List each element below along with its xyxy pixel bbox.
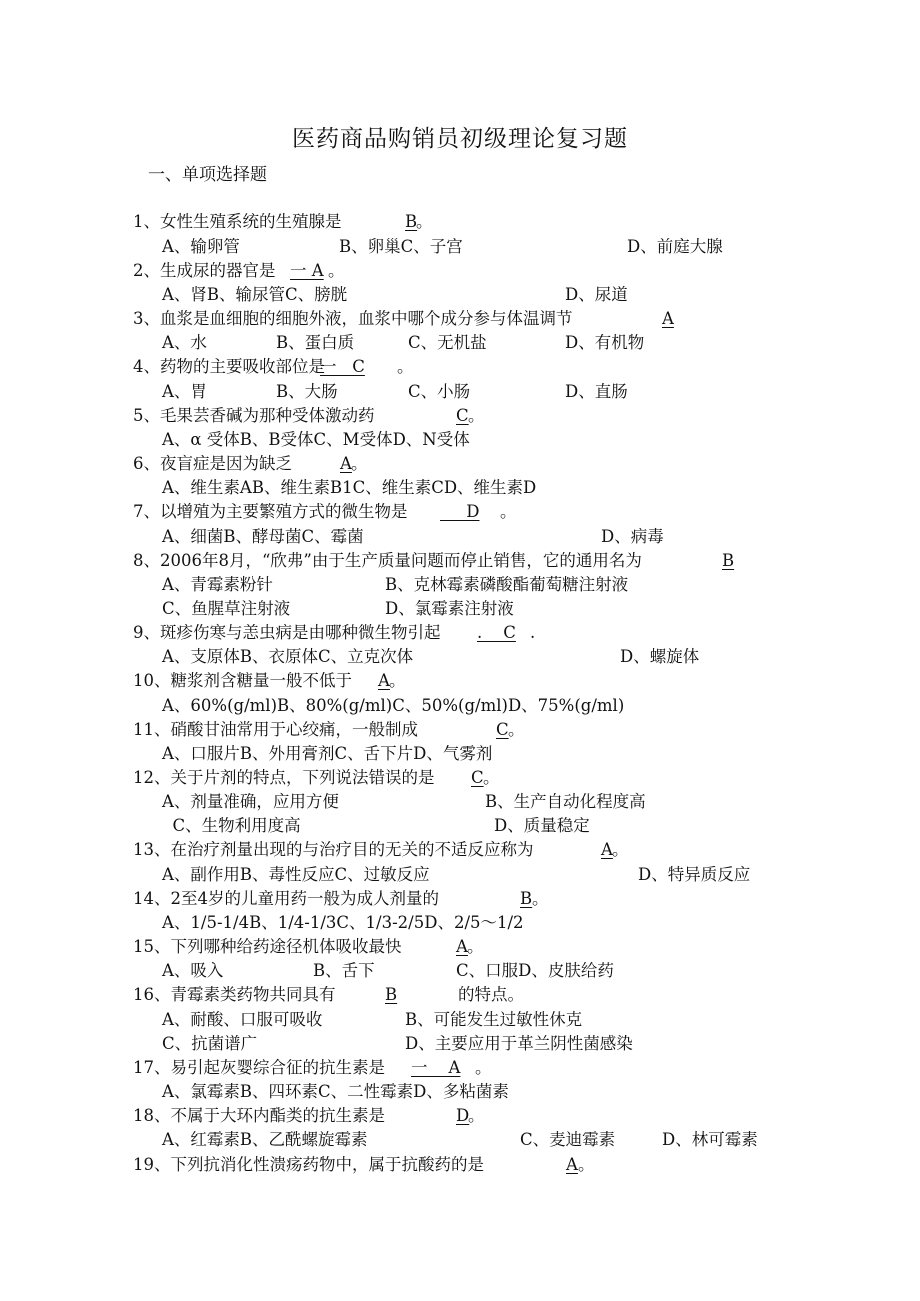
- answer-blank: C: [496, 720, 509, 739]
- line-text: 。: [468, 406, 485, 425]
- answer-blank: A: [662, 309, 674, 328]
- line-text: 。: [328, 261, 345, 280]
- line-text: A、氯霉素B、四环素C、二性霉素D、多粘菌素: [162, 1082, 509, 1101]
- line-text: D、氯霉素注射液: [385, 599, 514, 618]
- line-text: A、维生素AB、维生素B1C、维生素CD、维生素D: [162, 478, 537, 497]
- line-text: .: [530, 623, 536, 642]
- answer-blank: B: [385, 985, 398, 1004]
- line-text: 17、易引起灰婴综合征的抗生素是: [133, 1058, 385, 1077]
- line-text: A、口服片B、外用膏剂C、舌下片D、气雾剂: [162, 744, 493, 763]
- line-text: B、生产自动化程度高: [485, 792, 646, 811]
- line-text: D、主要应用于革兰阴性菌感染: [405, 1034, 633, 1053]
- line-text: 。: [578, 1155, 595, 1174]
- line-text: 7、以增殖为主要繁殖方式的微生物是: [133, 502, 408, 521]
- line-text: A、支原体B、衣原体C、立克次体: [162, 647, 414, 666]
- line-text: D、质量稳定: [494, 816, 590, 835]
- line-text: B、可能发生过敏性休克: [405, 1010, 583, 1029]
- line-text: 。: [351, 454, 368, 473]
- line-text: B、舌下: [313, 961, 375, 980]
- line-text: 6、夜盲症是因为缺乏: [133, 454, 292, 473]
- line-text: 8、2006年8月，“欣弗”由于生产质量问题而停止销售，它的通用名为: [133, 551, 642, 570]
- line-text: A、胃: [162, 382, 207, 401]
- answer-blank: A: [566, 1155, 578, 1174]
- answer-blank: B: [520, 889, 533, 908]
- answer-blank: A: [601, 840, 613, 859]
- answer-blank: 一 A: [290, 261, 324, 280]
- line-text: D、直肠: [565, 382, 628, 401]
- line-text: 。: [612, 840, 629, 859]
- line-text: A、剂量准确，应用方便: [162, 792, 339, 811]
- line-text: 3、血浆是血细胞的细胞外液，血浆中哪个成分参与体温调节: [133, 309, 573, 328]
- line-text: A、吸入: [162, 961, 224, 980]
- line-text: A、副作用B、毒性反应C、过敏反应: [162, 865, 430, 884]
- line-text: B、蛋白质: [276, 333, 355, 352]
- line-text: C、鱼腥草注射液: [162, 599, 291, 618]
- line-text: C、抗菌谱广: [162, 1034, 258, 1053]
- line-text: C、小肠: [408, 382, 471, 401]
- line-text: 。: [508, 720, 525, 739]
- line-text: C、口服D、皮肤给药: [456, 961, 614, 980]
- line-text: 。: [397, 357, 414, 376]
- answer-blank: D: [440, 502, 480, 521]
- line-text: A、红霉素B、乙酰螺旋霉素: [162, 1130, 368, 1149]
- line-text: 16、青霉素类药物共同具有: [133, 985, 336, 1004]
- line-text: A、水: [162, 333, 207, 352]
- line-text: B、克林霉素磷酸酯葡萄糖注射液: [385, 575, 629, 594]
- line-text: 10、糖浆剂含糖量一般不低于: [133, 671, 352, 690]
- line-text: 。: [416, 212, 433, 231]
- line-text: 。: [467, 937, 484, 956]
- line-text: D、林可霉素: [662, 1130, 758, 1149]
- line-text: 9、斑疹伤寒与恙虫病是由哪种微生物引起: [133, 623, 441, 642]
- line-text: 。: [389, 671, 406, 690]
- line-text: 。: [483, 768, 500, 787]
- answer-blank: C: [471, 768, 484, 787]
- line-text: 。: [532, 889, 549, 908]
- line-text: C、麦迪霉素: [520, 1130, 616, 1149]
- line-text: 19、下列抗消化性溃疡药物中，属于抗酸药的是: [133, 1155, 484, 1174]
- line-text: B、卵巢C、子宫: [339, 237, 463, 256]
- line-text: 14、2至4岁的儿童用药一般为成人剂量的: [133, 889, 439, 908]
- line-text: 。: [468, 1106, 485, 1125]
- line-text: 1、女性生殖系统的生殖腺是: [133, 212, 342, 231]
- line-text: D、有机物: [565, 333, 645, 352]
- line-text: 15、下列哪种给药途径机体吸收最快: [133, 937, 402, 956]
- answer-blank: C: [456, 406, 469, 425]
- line-text: D、螺旋体: [620, 647, 700, 666]
- line-text: 11、硝酸甘油常用于心绞痛，一般制成: [133, 720, 418, 739]
- section-heading: 一、单项选择题: [148, 165, 267, 185]
- answer-blank: B: [405, 212, 418, 231]
- line-text: D、尿道: [565, 285, 628, 304]
- line-text: A、细菌B、酵母菌C、霉菌: [162, 527, 364, 546]
- line-text: 。: [475, 1058, 492, 1077]
- line-text: 13、在治疗剂量出现的与治疗目的无关的不适反应称为: [133, 840, 534, 859]
- line-text: 5、毛果芸香碱为那种受体激动药: [133, 406, 375, 425]
- answer-blank: D: [456, 1106, 470, 1125]
- line-text: 12、关于片剂的特点，下列说法错误的是: [133, 768, 435, 787]
- line-text: A、青霉素粉针: [162, 575, 273, 594]
- line-text: D、病毒: [601, 527, 664, 546]
- line-text: 。: [500, 502, 517, 521]
- answer-blank: 一 A: [411, 1058, 461, 1077]
- line-text: A、60%(g/ml)B、80%(g/ml)C、50%(g/ml)D、75%(g/ml): [162, 696, 625, 715]
- answer-blank: A: [456, 937, 468, 956]
- line-text: A、1/5-1/4B、1/4-1/3C、1/3-2/5D、2/5～1/2: [162, 913, 524, 932]
- line-text: 4、药物的主要吸收部位是: [133, 357, 325, 376]
- line-text: 18、不属于大环内酯类的抗生素是: [133, 1106, 385, 1125]
- document-title: 医药商品购销员初级理论复习题: [292, 126, 628, 152]
- answer-blank: A: [378, 671, 390, 690]
- line-text: A、耐酸、口服可吸收: [162, 1010, 323, 1029]
- line-text: 的特点。: [458, 985, 524, 1004]
- answer-blank: 一 C: [320, 357, 365, 376]
- line-text: A、输卵管: [162, 237, 240, 256]
- line-text: B、大肠: [276, 382, 338, 401]
- answer-blank: A: [340, 454, 352, 473]
- line-text: A、α 受体B、B受体C、M受体D、N受体: [162, 430, 470, 449]
- line-text: D、前庭大腺: [627, 237, 723, 256]
- line-text: D、特异质反应: [638, 865, 751, 884]
- line-text: 2、生成尿的器官是: [133, 261, 276, 280]
- answer-blank: B: [722, 551, 735, 570]
- line-text: C、无机盐: [408, 333, 487, 352]
- line-text: A、肾B、输尿管C、膀胱: [162, 285, 348, 304]
- answer-blank: . C: [477, 623, 516, 642]
- line-text: C、生物利用度高: [162, 816, 301, 835]
